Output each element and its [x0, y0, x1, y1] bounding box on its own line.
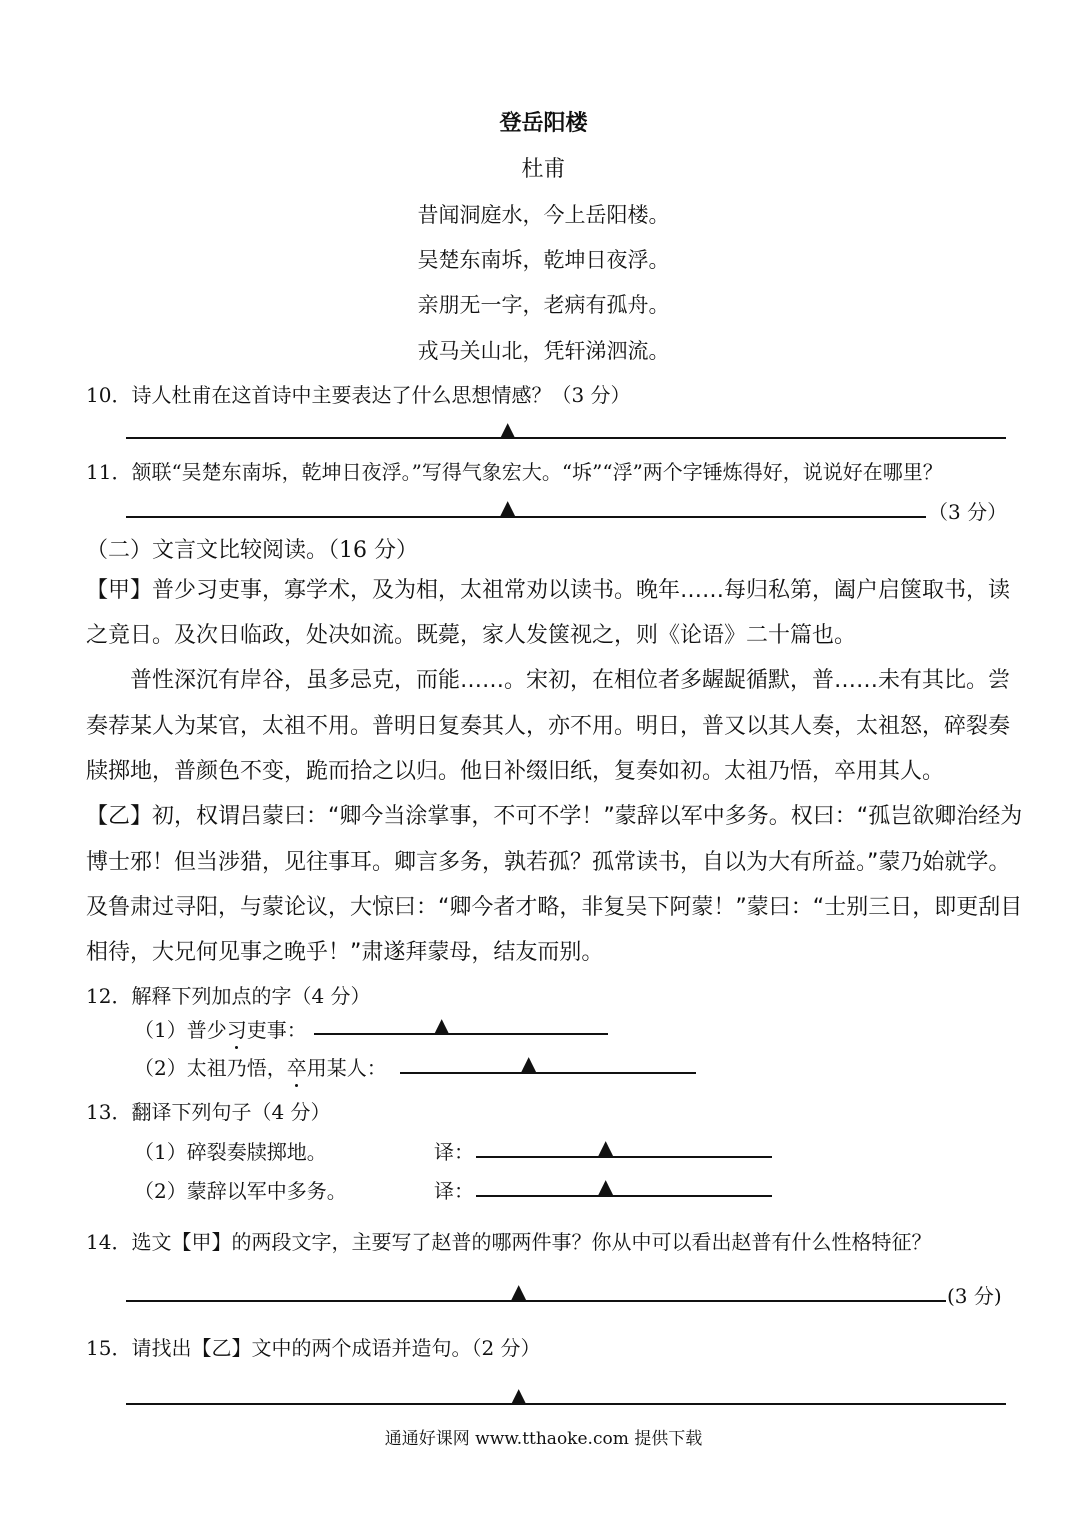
answer-line-10[interactable]: [126, 437, 1006, 439]
answer-marker: ▲: [434, 1013, 450, 1037]
answer-line-13-1[interactable]: [476, 1156, 772, 1158]
dotted-char: 卒: [287, 1052, 307, 1081]
question-10: 10．诗人杜甫在这首诗中主要表达了什么思想情感？（3 分）: [86, 383, 631, 407]
passage-yi-line: 【乙】初，权谓吕蒙曰：“卿今当涂掌事，不可不学！”蒙辞以军中多务。权曰：“孤岂欲卿治经为: [86, 804, 1023, 829]
answer-marker: ▲: [511, 1279, 527, 1303]
dotted-char: 习: [227, 1014, 247, 1043]
answer-marker: ▲: [598, 1174, 614, 1198]
passage-yi-line: 及鲁肃过寻阳，与蒙论议，大惊曰：“卿今者才略，非复吴下阿蒙！”蒙曰：“士别三日，即更刮目: [86, 895, 1023, 920]
passage-jia-line: 【甲】普少习吏事，寡学术，及为相，太祖常劝以读书。晚年……每归私第，阖户启箧取书，读: [86, 578, 1011, 603]
answer-line-13-2[interactable]: [476, 1195, 772, 1197]
poem-line: 吴楚东南坼，乾坤日夜浮。: [417, 248, 670, 272]
translate-label: 译：: [434, 1140, 474, 1164]
answer-marker: ▲: [511, 1383, 527, 1407]
score-14: (3 分): [947, 1284, 1002, 1308]
answer-line-14[interactable]: [126, 1300, 946, 1302]
poem-line: 亲朋无一字，老病有孤舟。: [417, 293, 670, 317]
answer-line-12-1[interactable]: [314, 1033, 608, 1035]
question-12-2: （2）太祖乃悟，卒用某人：: [134, 1052, 387, 1081]
passage-jia-line: 普性深沉有岸谷，虽多忌克，而能……。宋初，在相位者多龌龊循默，普……未有其比。尝: [86, 668, 1011, 693]
question-12: 12．解释下列加点的字（4 分）: [86, 984, 371, 1008]
poem-author: 杜甫: [521, 157, 566, 182]
passage-jia-line: 牍掷地，普颜色不变，跪而拾之以归。他日补缀旧纸，复奏如初。太祖乃悟，卒用其人。: [86, 759, 945, 784]
answer-marker: ▲: [500, 495, 516, 519]
answer-marker: ▲: [598, 1135, 614, 1159]
answer-marker: ▲: [500, 417, 516, 441]
poem-title: 登岳阳楼: [499, 111, 588, 136]
footer: 通通好课网 www.tthaoke.com 提供下载: [384, 1429, 703, 1449]
section-heading: （二）文言文比较阅读。（16 分）: [86, 538, 418, 563]
question-13: 13．翻译下列句子（4 分）: [86, 1100, 331, 1124]
poem-line: 昔闻洞庭水，今上岳阳楼。: [417, 203, 670, 227]
answer-line-15[interactable]: [126, 1403, 1006, 1405]
passage-jia-line: 之竟日。及次日临政，处决如流。既薨，家人发箧视之，则《论语》二十篇也。: [86, 623, 857, 648]
poem-line: 戎马关山北，凭轩涕泗流。: [417, 339, 670, 363]
question-15: 15．请找出【乙】文中的两个成语并造句。（2 分）: [86, 1336, 541, 1360]
question-11: 11．颔联“吴楚东南坼，乾坤日夜浮。”写得气象宏大。“坼”“浮”两个字锤炼得好，说说好在哪里？: [86, 460, 943, 484]
passage-jia-line: 奏荐某人为某官，太祖不用。普明日复奏其人，亦不用。明日，普又以其人奏，太祖怒，碎裂奏: [86, 714, 1011, 739]
answer-line-12-2[interactable]: [400, 1072, 696, 1074]
score-11: （3 分）: [928, 500, 1008, 524]
answer-line-11[interactable]: [126, 516, 926, 518]
question-14: 14．选文【甲】的两段文字，主要写了赵普的哪两件事？你从中可以看出赵普有什么性格特征？: [86, 1230, 932, 1254]
question-13-2: （2）蒙辞以军中多务。: [134, 1179, 347, 1203]
question-12-1: （1）普少习吏事：: [134, 1014, 307, 1043]
translate-label: 译：: [434, 1179, 474, 1203]
passage-yi-line: 博士邪！但当涉猎，见往事耳。卿言多务，孰若孤？孤常读书，自以为大有所益。”蒙乃始就学。: [86, 850, 1011, 875]
passage-yi-line: 相待，大兄何见事之晚乎！”肃遂拜蒙母，结友而别。: [86, 940, 604, 965]
question-13-1: （1）碎裂奏牍掷地。: [134, 1140, 327, 1164]
answer-marker: ▲: [521, 1051, 537, 1075]
